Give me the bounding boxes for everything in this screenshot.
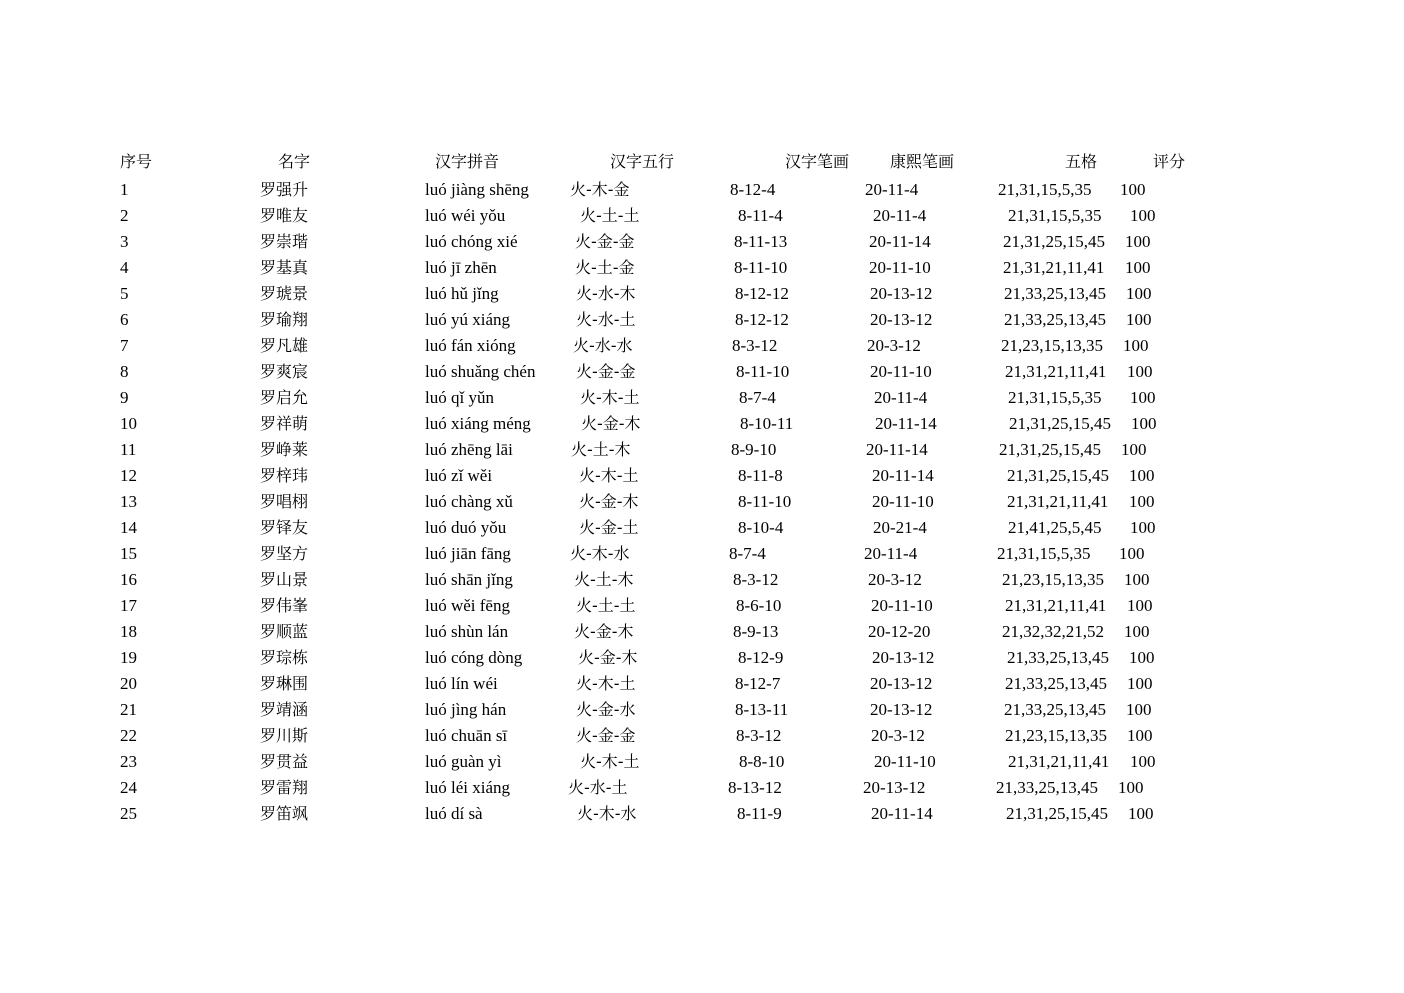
cell-wuge: 21,32,32,21,52 — [1002, 622, 1104, 641]
cell-name: 罗贯益 — [260, 752, 309, 771]
cell-name: 罗凡雄 — [260, 336, 309, 355]
cell-wuge: 21,33,25,13,45 — [996, 778, 1098, 797]
cell-wuge: 21,31,25,15,45 — [1009, 414, 1111, 433]
cell-score: 100 — [1129, 466, 1155, 485]
cell-score: 100 — [1130, 388, 1156, 407]
cell-name: 罗顺蓝 — [260, 622, 309, 641]
cell-kangxi: 20-11-4 — [874, 388, 928, 407]
cell-score: 100 — [1124, 570, 1150, 589]
cell-wuge: 21,33,25,13,45 — [1004, 310, 1106, 329]
cell-wuxing: 火-土-木 — [571, 440, 631, 459]
table-row — [0, 751, 1404, 777]
cell-wuxing: 火-土-金 — [575, 258, 635, 277]
table-row — [0, 673, 1404, 699]
cell-wuxing: 火-木-水 — [577, 804, 637, 823]
header-score: 评分 — [1153, 152, 1186, 171]
cell-wuxing: 火-金-土 — [579, 518, 639, 537]
table-row — [0, 361, 1404, 387]
cell-score: 100 — [1126, 284, 1152, 303]
cell-score: 100 — [1130, 518, 1156, 537]
cell-score: 100 — [1121, 440, 1147, 459]
table-row — [0, 517, 1404, 543]
cell-kangxi: 20-11-10 — [871, 596, 933, 615]
cell-name: 罗琳围 — [260, 674, 309, 693]
cell-kangxi: 20-11-14 — [866, 440, 928, 459]
cell-index: 22 — [120, 726, 137, 745]
cell-strokes: 8-11-13 — [734, 232, 788, 251]
table-row — [0, 257, 1404, 283]
cell-pinyin: luó jìng hán — [425, 700, 507, 719]
cell-index: 25 — [120, 804, 137, 823]
cell-index: 13 — [120, 492, 137, 511]
cell-pinyin: luó dí sà — [425, 804, 483, 823]
cell-pinyin: luó jī zhēn — [425, 258, 497, 277]
cell-wuxing: 火-木-土 — [579, 466, 639, 485]
cell-index: 20 — [120, 674, 137, 693]
cell-index: 18 — [120, 622, 137, 641]
cell-index: 12 — [120, 466, 137, 485]
cell-name: 罗峥莱 — [260, 440, 309, 459]
cell-strokes: 8-11-9 — [737, 804, 782, 823]
cell-kangxi: 20-13-12 — [863, 778, 926, 797]
cell-kangxi: 20-11-14 — [869, 232, 931, 251]
cell-index: 14 — [120, 518, 137, 537]
cell-pinyin: luó lín wéi — [425, 674, 498, 693]
cell-wuge: 21,31,21,11,41 — [1008, 752, 1110, 771]
header-index: 序号 — [120, 152, 153, 171]
cell-wuxing: 火-水-木 — [576, 284, 636, 303]
cell-wuxing: 火-金-金 — [575, 232, 635, 251]
cell-strokes: 8-12-9 — [738, 648, 784, 667]
cell-wuxing: 火-金-金 — [576, 726, 636, 745]
table-row — [0, 543, 1404, 569]
cell-strokes: 8-11-8 — [738, 466, 783, 485]
cell-name: 罗伟峯 — [260, 596, 309, 615]
cell-pinyin: luó zǐ wěi — [425, 466, 493, 485]
cell-score: 100 — [1131, 414, 1157, 433]
cell-wuge: 21,31,25,15,45 — [999, 440, 1101, 459]
cell-pinyin: luó chuān sī — [425, 726, 508, 745]
cell-index: 7 — [120, 336, 129, 355]
cell-score: 100 — [1127, 362, 1153, 381]
cell-wuxing: 火-木-土 — [580, 752, 640, 771]
cell-index: 1 — [120, 180, 129, 199]
cell-wuge: 21,31,25,15,45 — [1003, 232, 1105, 251]
cell-kangxi: 20-21-4 — [873, 518, 927, 537]
table-row — [0, 283, 1404, 309]
cell-score: 100 — [1127, 674, 1153, 693]
cell-strokes: 8-11-10 — [738, 492, 792, 511]
cell-strokes: 8-3-12 — [732, 336, 778, 355]
cell-index: 8 — [120, 362, 129, 381]
cell-wuxing: 火-土-木 — [574, 570, 634, 589]
cell-strokes: 8-9-13 — [733, 622, 779, 641]
cell-score: 100 — [1124, 622, 1150, 641]
table-row — [0, 465, 1404, 491]
cell-strokes: 8-10-11 — [740, 414, 794, 433]
cell-name: 罗靖涵 — [260, 700, 309, 719]
cell-kangxi: 20-11-4 — [864, 544, 918, 563]
cell-wuge: 21,23,15,13,35 — [1005, 726, 1107, 745]
cell-score: 100 — [1118, 778, 1144, 797]
cell-index: 21 — [120, 700, 137, 719]
cell-score: 100 — [1123, 336, 1149, 355]
cell-wuxing: 火-金-金 — [576, 362, 636, 381]
cell-score: 100 — [1119, 544, 1145, 563]
cell-pinyin: luó cóng dòng — [425, 648, 523, 667]
cell-pinyin: luó yú xiáng — [425, 310, 510, 329]
cell-wuge: 21,33,25,13,45 — [1007, 648, 1109, 667]
cell-strokes: 8-6-10 — [736, 596, 782, 615]
table-row — [0, 205, 1404, 231]
cell-name: 罗雷翔 — [260, 778, 309, 797]
cell-wuxing: 火-木-土 — [580, 388, 640, 407]
cell-score: 100 — [1127, 726, 1153, 745]
cell-strokes: 8-7-4 — [729, 544, 766, 563]
cell-wuge: 21,23,15,13,35 — [1001, 336, 1103, 355]
cell-score: 100 — [1129, 492, 1155, 511]
cell-wuge: 21,31,21,11,41 — [1007, 492, 1109, 511]
header-name: 名字 — [278, 152, 311, 171]
cell-kangxi: 20-13-12 — [870, 310, 933, 329]
cell-kangxi: 20-11-4 — [865, 180, 919, 199]
cell-wuge: 21,31,15,5,35 — [1008, 206, 1102, 225]
cell-pinyin: luó jiàng shēng — [425, 180, 529, 199]
cell-wuge: 21,31,21,11,41 — [1005, 362, 1107, 381]
cell-index: 3 — [120, 232, 129, 251]
cell-score: 100 — [1130, 206, 1156, 225]
cell-kangxi: 20-13-12 — [870, 674, 933, 693]
cell-strokes: 8-11-4 — [738, 206, 783, 225]
cell-kangxi: 20-11-10 — [869, 258, 931, 277]
cell-wuxing: 火-金-木 — [579, 492, 639, 511]
cell-name: 罗崇瑎 — [260, 232, 309, 251]
cell-score: 100 — [1128, 804, 1154, 823]
cell-kangxi: 20-13-12 — [870, 284, 933, 303]
table-header — [0, 151, 1404, 177]
cell-strokes: 8-7-4 — [739, 388, 776, 407]
cell-score: 100 — [1130, 752, 1156, 771]
cell-wuxing: 火-水-土 — [576, 310, 636, 329]
cell-strokes: 8-13-12 — [728, 778, 782, 797]
cell-name: 罗唯友 — [260, 206, 309, 225]
cell-wuge: 21,31,21,11,41 — [1003, 258, 1105, 277]
table-row — [0, 179, 1404, 205]
cell-strokes: 8-3-12 — [736, 726, 782, 745]
cell-pinyin: luó fán xióng — [425, 336, 516, 355]
cell-wuxing: 火-水-土 — [568, 778, 628, 797]
cell-strokes: 8-12-12 — [735, 310, 789, 329]
cell-name: 罗祥萌 — [260, 414, 309, 433]
table-row — [0, 309, 1404, 335]
cell-wuxing: 火-木-金 — [570, 180, 630, 199]
cell-strokes: 8-10-4 — [738, 518, 784, 537]
cell-score: 100 — [1120, 180, 1146, 199]
cell-index: 19 — [120, 648, 137, 667]
cell-wuxing: 火-土-土 — [580, 206, 640, 225]
cell-index: 6 — [120, 310, 129, 329]
cell-pinyin: luó shuǎng chén — [425, 362, 536, 381]
cell-pinyin: luó léi xiáng — [425, 778, 510, 797]
table-row — [0, 725, 1404, 751]
cell-score: 100 — [1126, 700, 1152, 719]
cell-kangxi: 20-3-12 — [867, 336, 921, 355]
cell-wuge: 21,31,15,5,35 — [1008, 388, 1102, 407]
cell-name: 罗启允 — [260, 388, 309, 407]
cell-wuge: 21,31,25,15,45 — [1007, 466, 1109, 485]
cell-index: 16 — [120, 570, 137, 589]
cell-name: 罗山景 — [260, 570, 309, 589]
cell-strokes: 8-11-10 — [734, 258, 788, 277]
cell-index: 9 — [120, 388, 129, 407]
cell-pinyin: luó wěi fēng — [425, 596, 510, 615]
cell-wuxing: 火-木-水 — [570, 544, 630, 563]
cell-name: 罗笛飒 — [260, 804, 309, 823]
table-row — [0, 647, 1404, 673]
cell-index: 10 — [120, 414, 137, 433]
table-row — [0, 803, 1404, 829]
table-row — [0, 569, 1404, 595]
table-row — [0, 491, 1404, 517]
cell-wuge: 21,33,25,13,45 — [1004, 284, 1106, 303]
cell-pinyin: luó zhēng lāi — [425, 440, 513, 459]
cell-pinyin: luó guàn yì — [425, 752, 502, 771]
cell-wuxing: 火-金-水 — [576, 700, 636, 719]
cell-pinyin: luó qǐ yǔn — [425, 388, 494, 407]
cell-kangxi: 20-12-20 — [868, 622, 931, 641]
cell-score: 100 — [1127, 596, 1153, 615]
header-wuge: 五格 — [1065, 152, 1098, 171]
header-kangxi: 康熙笔画 — [890, 152, 955, 171]
cell-strokes: 8-3-12 — [733, 570, 779, 589]
cell-wuge: 21,31,25,15,45 — [1006, 804, 1108, 823]
cell-wuge: 21,23,15,13,35 — [1002, 570, 1104, 589]
cell-kangxi: 20-3-12 — [871, 726, 925, 745]
cell-pinyin: luó shùn lán — [425, 622, 509, 641]
cell-wuxing: 火-金-木 — [581, 414, 641, 433]
table-row — [0, 335, 1404, 361]
cell-wuxing: 火-土-土 — [576, 596, 636, 615]
cell-index: 17 — [120, 596, 137, 615]
cell-score: 100 — [1129, 648, 1155, 667]
cell-score: 100 — [1126, 310, 1152, 329]
cell-name: 罗梓玮 — [260, 466, 309, 485]
cell-name: 罗瑜翔 — [260, 310, 309, 329]
cell-kangxi: 20-11-10 — [872, 492, 934, 511]
cell-wuxing: 火-木-土 — [576, 674, 636, 693]
cell-wuge: 21,31,15,5,35 — [997, 544, 1091, 563]
cell-kangxi: 20-11-14 — [872, 466, 934, 485]
cell-index: 5 — [120, 284, 129, 303]
cell-wuxing: 火-金-木 — [578, 648, 638, 667]
cell-name: 罗川斯 — [260, 726, 309, 745]
cell-kangxi: 20-13-12 — [872, 648, 935, 667]
header-pinyin: 汉字拼音 — [435, 152, 500, 171]
cell-kangxi: 20-11-4 — [873, 206, 927, 225]
cell-score: 100 — [1125, 258, 1151, 277]
table-row — [0, 231, 1404, 257]
cell-pinyin: luó wéi yǒu — [425, 206, 506, 225]
table-row — [0, 699, 1404, 725]
cell-pinyin: luó jiān fāng — [425, 544, 511, 563]
cell-kangxi: 20-3-12 — [868, 570, 922, 589]
cell-kangxi: 20-11-14 — [875, 414, 937, 433]
cell-index: 2 — [120, 206, 129, 225]
cell-name: 罗坚方 — [260, 544, 309, 563]
cell-name: 罗强升 — [260, 180, 309, 199]
cell-wuge: 21,41,25,5,45 — [1008, 518, 1102, 537]
table-row — [0, 595, 1404, 621]
cell-pinyin: luó hǔ jǐng — [425, 284, 499, 303]
table-row — [0, 777, 1404, 803]
table-row — [0, 621, 1404, 647]
cell-name: 罗琮栋 — [260, 648, 309, 667]
cell-wuge: 21,33,25,13,45 — [1005, 674, 1107, 693]
cell-wuge: 21,33,25,13,45 — [1004, 700, 1106, 719]
table-row — [0, 387, 1404, 413]
cell-pinyin: luó shān jǐng — [425, 570, 513, 589]
cell-wuge: 21,31,21,11,41 — [1005, 596, 1107, 615]
cell-index: 15 — [120, 544, 137, 563]
table-row — [0, 413, 1404, 439]
cell-strokes: 8-13-11 — [735, 700, 789, 719]
table-row — [0, 439, 1404, 465]
cell-pinyin: luó duó yǒu — [425, 518, 507, 537]
cell-name: 罗唱栩 — [260, 492, 309, 511]
cell-pinyin: luó xiáng méng — [425, 414, 531, 433]
cell-name: 罗铎友 — [260, 518, 309, 537]
cell-index: 24 — [120, 778, 137, 797]
cell-pinyin: luó chàng xǔ — [425, 492, 513, 511]
cell-strokes: 8-12-4 — [730, 180, 776, 199]
cell-wuxing: 火-金-木 — [574, 622, 634, 641]
header-strokes: 汉字笔画 — [785, 152, 850, 171]
cell-strokes: 8-8-10 — [739, 752, 785, 771]
cell-name: 罗琥景 — [260, 284, 309, 303]
cell-strokes: 8-12-7 — [735, 674, 781, 693]
cell-kangxi: 20-11-14 — [871, 804, 933, 823]
cell-name: 罗爽宸 — [260, 362, 309, 381]
cell-wuge: 21,31,15,5,35 — [998, 180, 1092, 199]
cell-kangxi: 20-13-12 — [870, 700, 933, 719]
cell-kangxi: 20-11-10 — [870, 362, 932, 381]
cell-score: 100 — [1125, 232, 1151, 251]
cell-name: 罗基真 — [260, 258, 309, 277]
cell-strokes: 8-9-10 — [731, 440, 777, 459]
cell-index: 4 — [120, 258, 129, 277]
cell-wuxing: 火-水-水 — [573, 336, 633, 355]
cell-pinyin: luó chóng xié — [425, 232, 518, 251]
header-wuxing: 汉字五行 — [610, 152, 675, 171]
cell-strokes: 8-11-10 — [736, 362, 790, 381]
cell-index: 23 — [120, 752, 137, 771]
cell-kangxi: 20-11-10 — [874, 752, 936, 771]
cell-index: 11 — [120, 440, 137, 459]
cell-strokes: 8-12-12 — [735, 284, 789, 303]
